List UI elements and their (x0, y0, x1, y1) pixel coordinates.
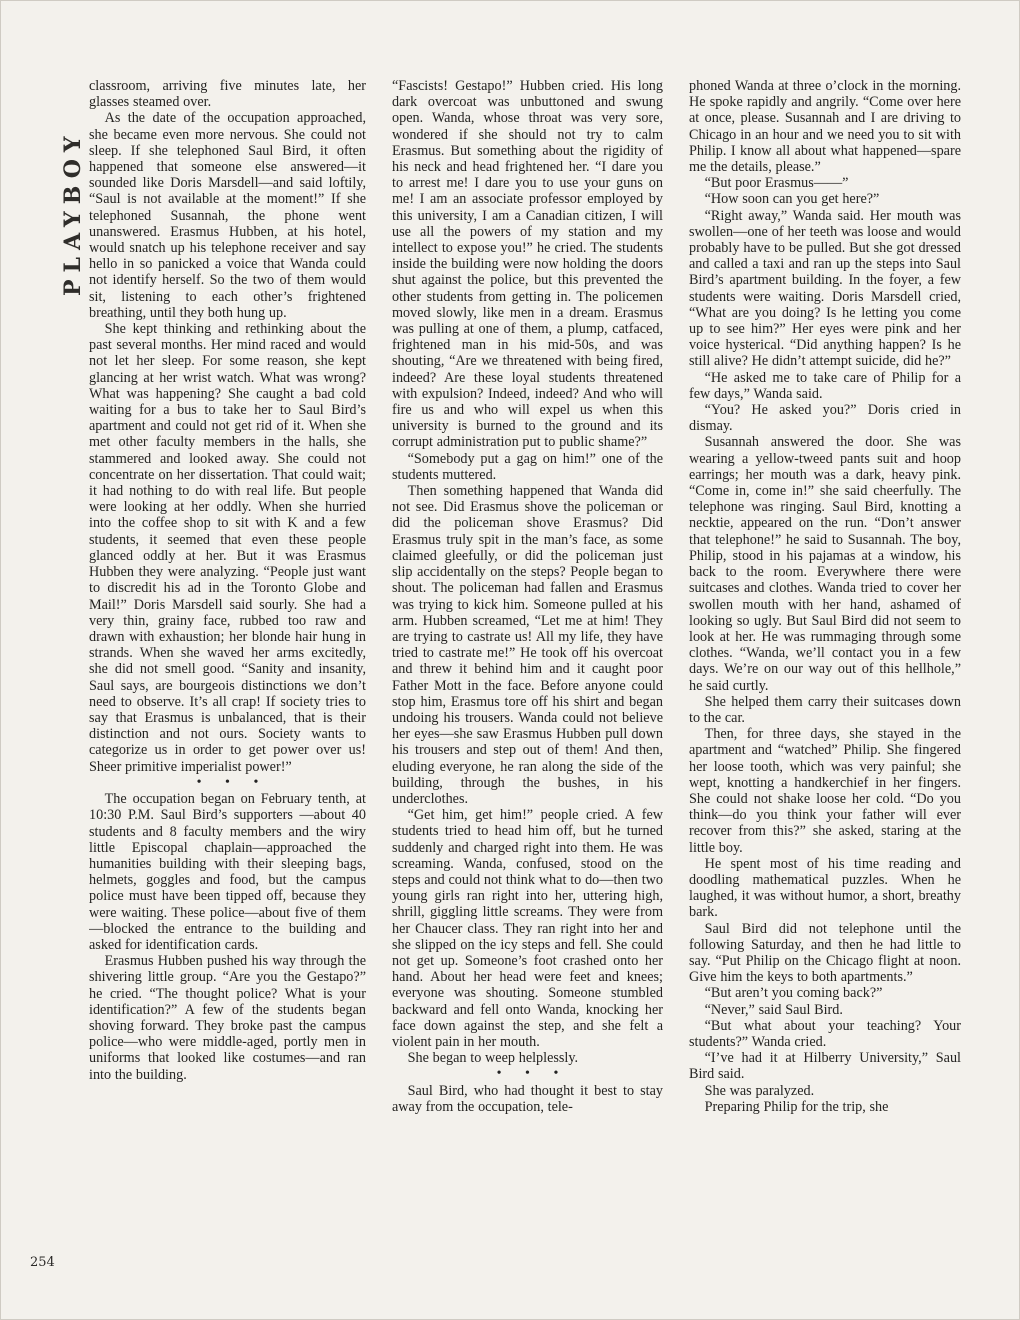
article-paragraph: “But poor Erasmus——” (704, 175, 849, 192)
article-paragraph: Preparing Philip for the trip, she (704, 1098, 889, 1115)
article-paragraph: “Right away,” Wanda said. Her mouth was swollen—one of her teeth was loose and would probably have to be pulled. But she got dressed and called a taxi and ran up the steps into Saul Bird’s apartment building. In the foyer, a few students were waiting. Doris Marsdell cried, “What are you doing? Is he letting you come up to see him?” Her eyes were pink and her voice hysterical. “Did anything happen? Is he still alive? He didn’t attempt suicide, did he?” (689, 207, 961, 370)
article-paragraph: “Get him, get him!” people cried. A few students tried to head him off, but he turned suddenly and charged right into them. He was screaming. Wanda, confused, stood on the steps and could not think what to do—then two young girls ran right into her, uttering high, shrill, giggling little screams. They were from her Chaucer class. They ran right into her and she slipped on the icy steps and fell. She could not get up. Someone’s foot crashed onto her hand. About her head were feet and knees; everyone was shouting. Someone stumbled backward and fell onto Wanda, knocking her face down against the step, and she felt a violent pain in her mouth. (392, 807, 663, 1050)
article-paragraph: “He asked me to take care of Philip for a few days,” Wanda said. (689, 369, 961, 402)
article-paragraph: “Fascists! Gestapo!” Hubben cried. His long dark overcoat was unbuttoned and swung open. Wanda, whose throat was very sore, wondered if she should not try to calm Erasmus. But something about the rigidity of his neck and head frightened her. “I dare you to arrest me! I dare you to use your guns on me! I am an associate professor employed by this university, I am a Canadian citizen, I will use all the powers of my station and my intellect to expose you!” he cried. The students inside the building were now holding the doors shut against the police, but this prevented the other students from getting in. The policemen moved slowly, like men in a dream. Erasmus was pulling at one of them, a plump, catfaced, frightened man in his mid-50s, and was shouting, “Are we threatened with being fired, indeed? Are these loyal students threatened with expulsion? Indeed, indeed? And who will fire us and who will expel us when this university is burned to the ground and its corrupt administration put to public shame?” (392, 78, 663, 451)
article-paragraph: The occupation began on February tenth, at 10:30 P.M. Saul Bird’s supporters —about 40 students and 8 faculty members and the wiry little Episcopal chaplain—approached the humanities building with their sleeping bags, helmets, goggles and food, but the campus police must have been tipped off, because they were waiting. These police—about five of them—blocked the entrance to the building and asked for identification cards. (89, 791, 366, 954)
brand-text: PLAYBOY (60, 129, 86, 296)
article-paragraph: “You? He asked you?” Doris cried in dismay. (689, 402, 961, 435)
article-paragraph: She kept thinking and rethinking about the past several months. Her mind raced and would not let her sleep. For some reason, she kept glancing at her wrist watch. What was wrong? What was happening? She caught a bad cold waiting for a bus to take her to Saul Bird’s apartment and could not get rid of it. When she met other faculty members in the halls, she stammered and looked away. She could not concentrate on her dissertation. That could wait; it had nothing to do with real life. But people were looking at her oddly. When she hurried into the coffee shop to sit with K and a few students, it seemed that even these people glanced oddly at her. But it was Erasmus Hubben they were analyzing. “People just want to discredit his ad in the Toronto Globe and Mail!” Doris Marsdell said sourly. She had a very thin, grainy face, rubbed too raw and drawn with exhaustion; her blonde hair hung in strands. When she waved her arms excitedly, she did not smell good. “Sanity and insanity, Saul says, are bourgeois distinctions we don’t need to observe. It’s all crap! If society tries to say that Erasmus is unbalanced, that is their distinction and not ours. Society wants to categorize us in order to get power over us! Sheer primitive imperialist power!” (89, 321, 366, 775)
article-paragraph: As the date of the occupation approached, she became even more nervous. She could not sleep. If she telephoned Saul Bird, it often happened that someone else answered—it sounded like Doris Marsdell—and said loftily, “Saul is not available at the moment!” If she telephoned Susannah, the phone went unanswered. Erasmus Hubben, at his hotel, would snatch up his telephone receiver and say hello in so panicked a voice that Wanda could not identify herself. So the two of them would sit, listening to each other’s frightened breathing, until they both hung up. (89, 110, 366, 321)
article-paragraph: phoned Wanda at three o’clock in the morning. He spoke rapidly and angrily. “Come over here at once, please. Susannah and I are driving to Chicago in an hour and we need you to sit with Philip. I know all about what happened—spare me the details, please.” (689, 78, 961, 176)
article-column-2 (392, 78, 663, 1278)
article-paragraph: “But aren’t you coming back?” (704, 985, 883, 1002)
article-column-1 (89, 78, 366, 1278)
article-paragraph: She helped them carry their suitcases down to the car. (689, 693, 961, 726)
article-paragraph: “I’ve had it at Hilberry University,” Saul Bird said. (689, 1050, 961, 1083)
article-paragraph: He spent most of his time reading and doodling mathematical puzzles. When he laughed, it was without humor, a short, breathy bark. (689, 855, 961, 921)
section-break: • • • (196, 774, 269, 790)
article-paragraph: She began to weep helplessly. (407, 1050, 579, 1067)
page-number: 254 (30, 1255, 55, 1270)
article-paragraph: Susannah answered the door. She was wearing a yellow-tweed pants suit and hoop earrings; her mouth was a dark, heavy pink. “Come in, come in!” she said cheerfully. The telephone was ringing. Saul Bird, knotting a necktie, appeared on the run. “Don’t answer that telephone!” he said to Susannah. The boy, Philip, stood in his pajamas at a window, his back to the room. Everywhere there were suitcases and clothes. Wanda tried to cover her swollen mouth with her hand, ashamed of looking so ugly. But Saul Bird did not seem to look at her. He was rummaging through some clothes. “Wanda, we’ll contact you in a few days. We’re on our way out of this hellhole,” he said curtly. (689, 434, 961, 694)
article-column-3 (689, 78, 961, 1278)
article-paragraph: Then something happened that Wanda did not see. Did Erasmus shove the policeman or did the policeman shove Erasmus? Did Erasmus truly spit in the man’s face, as some claimed gleefully, or did the policeman just slip accidentally on the steps? People began to shout. The policeman had fallen and Erasmus was trying to kick him. Someone pulled at his arm. Hubben screamed, “Let me at him! They are trying to castrate us! All my life, they have tried to castrate me!” He took off his overcoat and threw it behind him and it caught poor Father Mott in the face. Before anyone could stop him, Erasmus tore off his shirt and began undoing his trousers. Wanda could not believe her eyes—she saw Erasmus Hubben pull down his trousers and step out of them! And then, eluding everyone, he ran along the side of the building, through the bushes, in his underclothes. (392, 483, 663, 807)
article-paragraph: Then, for three days, she stayed in the apartment and “watched” Philip. She fingered her loose tooth, which was very painful; she wept, knotting a handkerchief in her fingers. She could not shake loose her cold. “Do you think—do you think your father will ever recover from this?” she asked, staring at the little boy. (689, 726, 961, 856)
article-paragraph: Erasmus Hubben pushed his way through the shivering little group. “Are you the Gestapo?” he cried. “The thought police? What is your identification?” A few of the students began shoving forward. They broke past the campus police—who were middle-aged, portly men in uniforms that looked like costumes—and ran into the building. (89, 953, 366, 1083)
magazine-brand (52, 76, 86, 296)
article-paragraph: “How soon can you get here?” (704, 191, 880, 208)
article-paragraph: “Somebody put a gag on him!” one of the students muttered. (392, 450, 663, 483)
article-paragraph: classroom, arriving five minutes late, her glasses steamed over. (89, 78, 366, 111)
article-paragraph: She was paralyzed. (704, 1082, 815, 1099)
article-paragraph: “But what about your teaching? Your students?” Wanda cried. (689, 1017, 961, 1050)
article-paragraph: “Never,” said Saul Bird. (704, 1001, 843, 1018)
article-paragraph: Saul Bird, who had thought it best to stay away from the occupation, tele- (392, 1082, 663, 1116)
article-paragraph: Saul Bird did not telephone until the following Saturday, and then he had little to say. “Put Philip on the Chicago flight at noon. Give him the keys to both apartments.” (689, 920, 961, 986)
article-columns (89, 78, 961, 1278)
section-break: • • • (496, 1066, 569, 1082)
